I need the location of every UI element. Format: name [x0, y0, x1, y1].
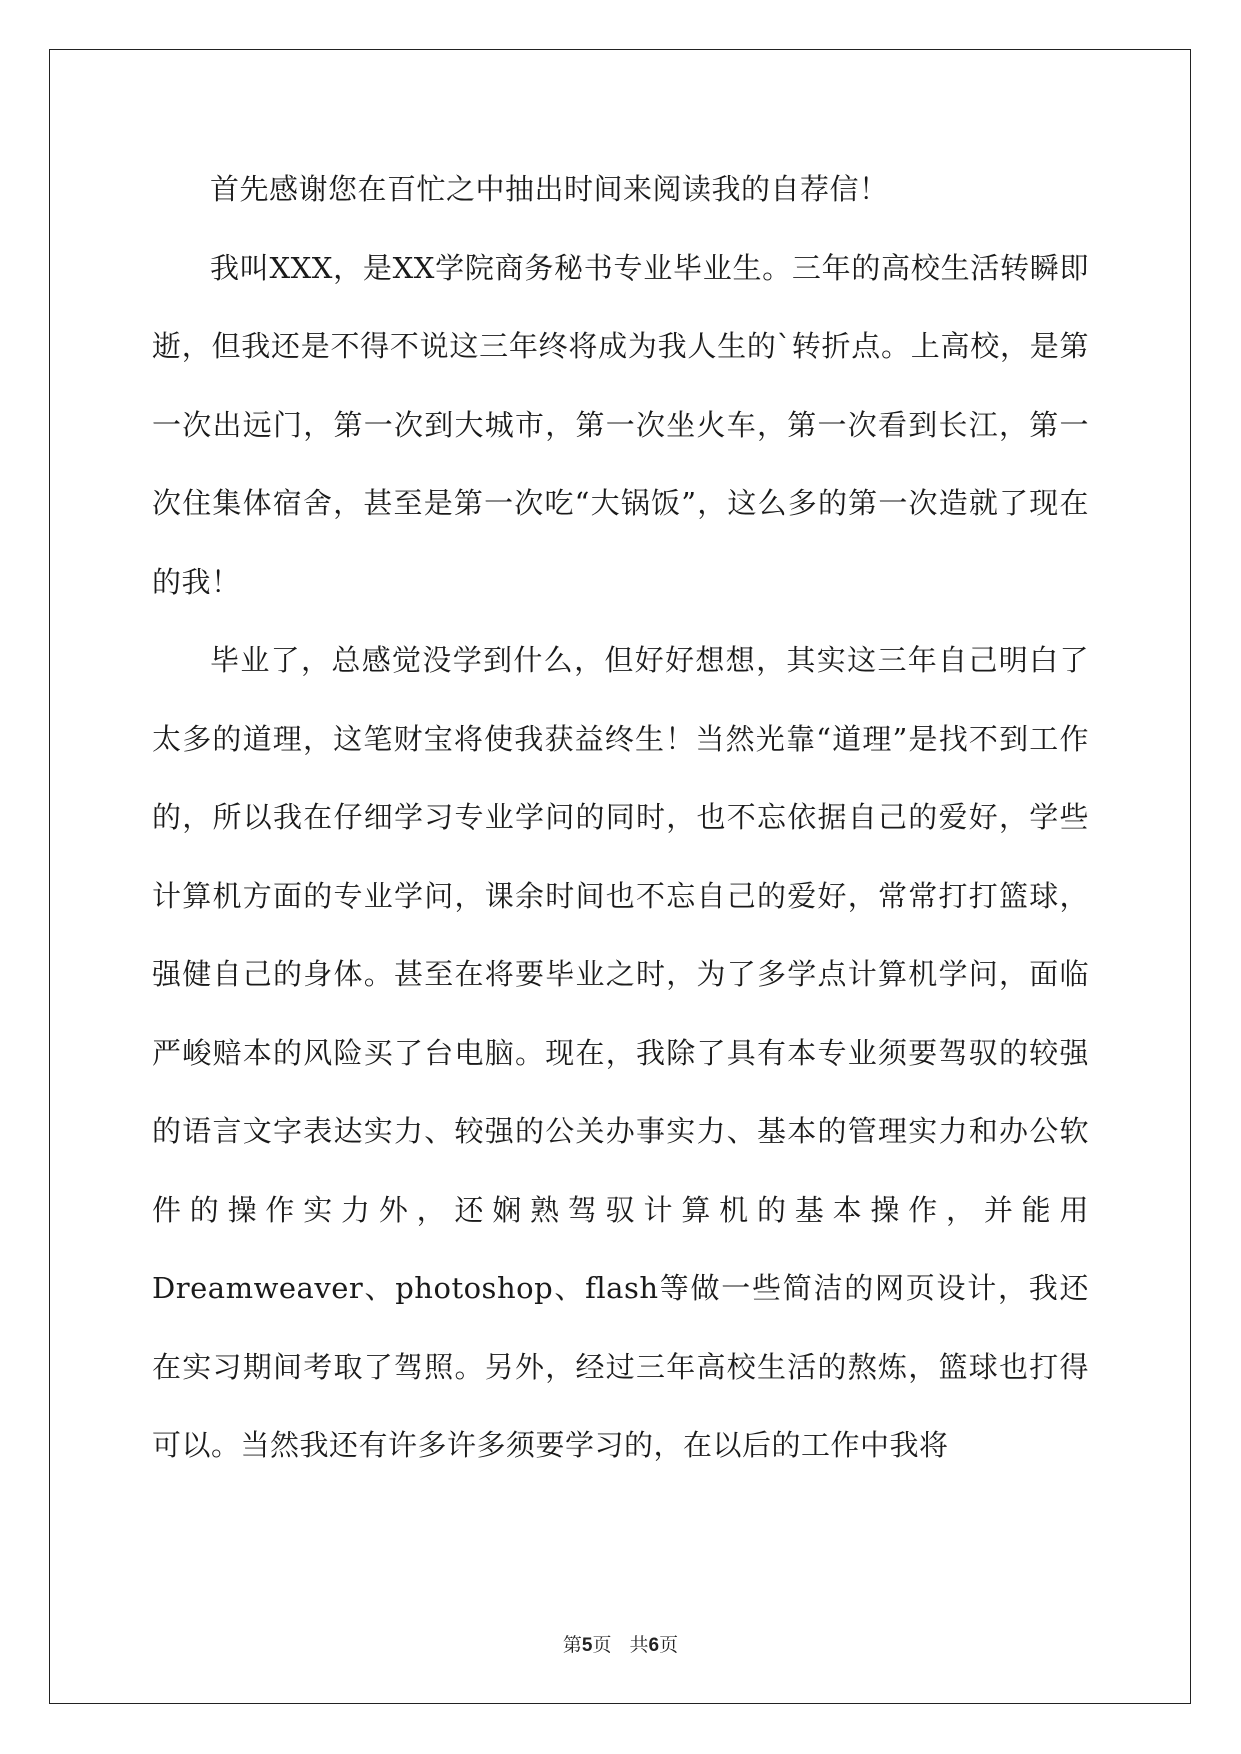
total-prefix: 共 — [629, 1634, 649, 1656]
page-prefix: 第 — [562, 1634, 582, 1656]
current-page-number: 5 — [581, 1635, 593, 1656]
paragraph-skills: 毕业了，总感觉没学到什么，但好好想想，其实这三年自己明白了太多的道理，这笔财宝将使我获益终生！当然光靠“道理”是找不到工作的，所以我在仔细学习专业学问的同时，也不忘依据自己的爱好，学些计算机方面的专业学问，课余时间也不忘自己的爱好，常常打打篮球，强健自己的身体。甚至在将要毕业之时，为了多学点计算机学问，面临严峻赔本的风险买了台电脑。现在，我除了具有本专业须要驾驭的较强的语言文字表达实力、较强的公关办事实力、基本的管理实力和办公软件的操作实力外，还娴熟驾驭计算机的基本操作，并能用Dreamweaver、photoshop、flash等做一些简洁的网页设计，我还在实习期间考取了驾照。另外，经过三年高校生活的熬炼，篮球也打得可以。当然我还有许多许多须要学习的，在以后的工作中我将 — [152, 643, 1089, 1462]
document-body — [152, 150, 1089, 1485]
page-suffix: 页 — [592, 1634, 612, 1656]
paragraph-introduction: 我叫XXX，是XX学院商务秘书专业毕业生。三年的高校生活转瞬即逝，但我还是不得不说这三年终将成为我人生的`转折点。上高校，是第一次出远门，第一次到大城市，第一次坐火车，第一次看到长江，第一次住集体宿舍，甚至是第一次吃“大锅饭”，这么多的第一次造就了现在的我！ — [152, 250, 1089, 599]
page-number-footer — [0, 1630, 1241, 1657]
total-suffix: 页 — [659, 1634, 679, 1656]
paragraph-thanks: 首先感谢您在百忙之中抽出时间来阅读我的自荐信！ — [210, 172, 889, 206]
total-page-number: 6 — [648, 1635, 660, 1656]
